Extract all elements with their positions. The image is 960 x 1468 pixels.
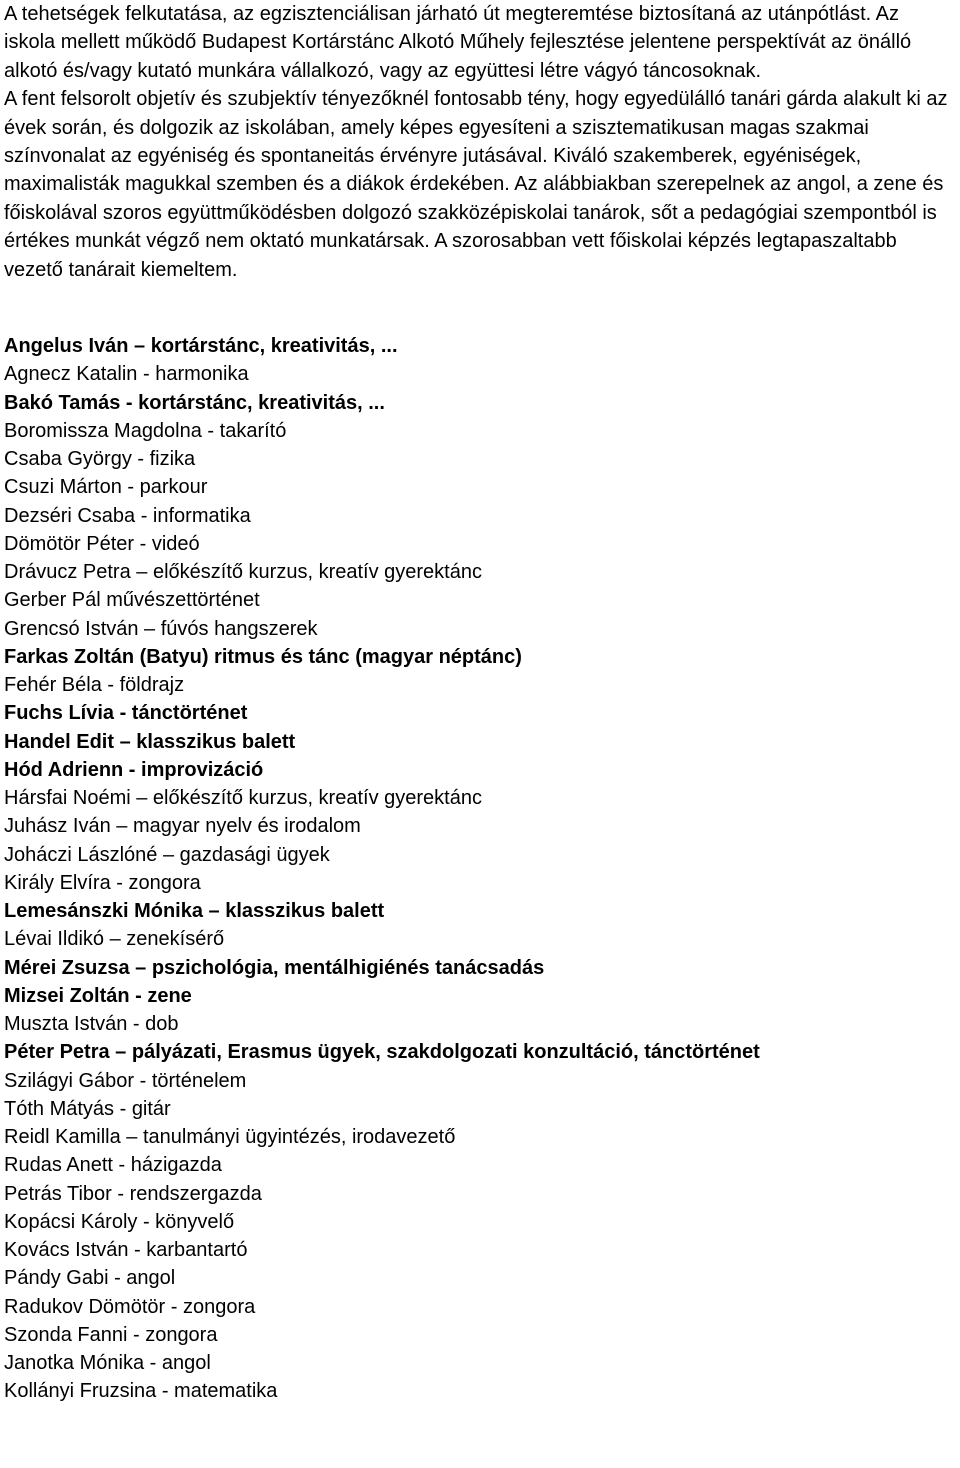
staff-list-item: Hársfai Noémi – előkészítő kurzus, kreatív gyerektánc	[4, 787, 482, 810]
staff-list-item: Mérei Zsuzsa – pszichológia, mentálhigiénés tanácsadás	[4, 956, 545, 979]
staff-list-item: Drávucz Petra – előkészítő kurzus, kreatív gyerektánc	[4, 561, 482, 584]
staff-list-item: Szilágyi Gábor - történelem	[4, 1069, 247, 1092]
staff-list-item: Agnecz Katalin - harmonika	[4, 363, 249, 386]
staff-list-item: Dömötör Péter - videó	[4, 532, 200, 555]
staff-list-item: Joháczi Lászlóné – gazdasági ügyek	[4, 843, 330, 866]
staff-list-item: Kovács István - karbantartó	[4, 1239, 248, 1262]
staff-list-item: Kollányi Fruzsina - matematika	[4, 1380, 278, 1403]
staff-list-item: Boromissza Magdolna - takarító	[4, 419, 287, 442]
staff-list-item: Péter Petra – pályázati, Erasmus ügyek, szakdolgozati konzultáció, tánctörténet	[4, 1041, 760, 1064]
staff-list-item: Juhász Iván – magyar nyelv és irodalom	[4, 815, 361, 838]
staff-list-item: Rudas Anett - házigazda	[4, 1154, 222, 1177]
staff-list-item: Pándy Gabi - angol	[4, 1267, 176, 1290]
staff-list-item: Hód Adrienn - improvizáció	[4, 758, 264, 781]
staff-list-item: Janotka Mónika - angol	[4, 1352, 211, 1375]
staff-list-item: Lemesánszki Mónika – klasszikus balett	[4, 900, 385, 923]
staff-list-item: Csaba György - fizika	[4, 448, 196, 471]
staff-list-item: Király Elvíra - zongora	[4, 871, 201, 894]
staff-list-item: Szonda Fanni - zongora	[4, 1323, 218, 1346]
staff-list-item: Radukov Dömötör - zongora	[4, 1295, 256, 1318]
staff-list-item: Fuchs Lívia - tánctörténet	[4, 702, 248, 725]
staff-list-item: Gerber Pál művészettörténet	[4, 589, 260, 612]
staff-list-item: Handel Edit – klasszikus balett	[4, 730, 296, 753]
staff-list-item: Tóth Mátyás - gitár	[4, 1097, 171, 1120]
staff-list-item: Fehér Béla - földrajz	[4, 674, 185, 697]
staff-list-item: Kopácsi Károly - könyvelő	[4, 1210, 235, 1233]
staff-list	[4, 332, 952, 1406]
staff-list-item: Petrás Tibor - rendszergazda	[4, 1182, 262, 1205]
staff-list-item: Muszta István - dob	[4, 1013, 179, 1036]
staff-list-item: Reidl Kamilla – tanulmányi ügyintézés, irodavezető	[4, 1126, 456, 1149]
staff-list-item: Lévai Ildikó – zenekísérő	[4, 928, 225, 951]
staff-list-item: Angelus Iván – kortárstánc, kreativitás, ...	[4, 335, 398, 358]
staff-list-item: Grencsó István – fúvós hangszerek	[4, 617, 318, 640]
staff-list-item: Dezséri Csaba - informatika	[4, 504, 251, 527]
staff-list-item: Mizsei Zoltán - zene	[4, 984, 192, 1007]
staff-list-item: Csuzi Márton - parkour	[4, 476, 208, 499]
staff-intro-paragraph: A fent felsorolt objetív és szubjektív tényezőknél fontosabb tény, hogy egyedülálló tanári gárda alakult ki az évek során, és dolgozik az iskolában, amely képes egyesíteni a szisztematikusan magas szakmai színvonalat az egyéniség és spontaneitás érvényre jutásával. Kiváló szakemberek, egyéniségek, maximalisták magukkal szemben és a diákok érdekében. Az alábbiakban szerepelnek az angol, a zene és főiskolával szoros együttműködésben dolgozó szakközépiskolai tanárok, sőt a pedagógiai szempontból is értékes munkát végző nem oktató munkatársak. A szorosabban vett főiskolai képzés legtapaszaltabb vezető tanárait kiemeltem.	[4, 88, 948, 281]
staff-list-item: Bakó Tamás - kortárstánc, kreativitás, ...	[4, 391, 385, 414]
intro-paragraph: A tehetségek felkutatása, az egzisztenciálisan járható út megteremtése biztosítaná az utánpótlást. Az iskola mellett működő Budapest Kortárstánc Alkotó Műhely fejlesztése jelentene perspektívát az önálló alkotó és/vagy kutató munkára vállalkozó, vagy az együttesi létre vágyó táncosoknak.	[4, 3, 912, 82]
staff-list-item: Farkas Zoltán (Batyu) ritmus és tánc (magyar néptánc)	[4, 645, 522, 668]
